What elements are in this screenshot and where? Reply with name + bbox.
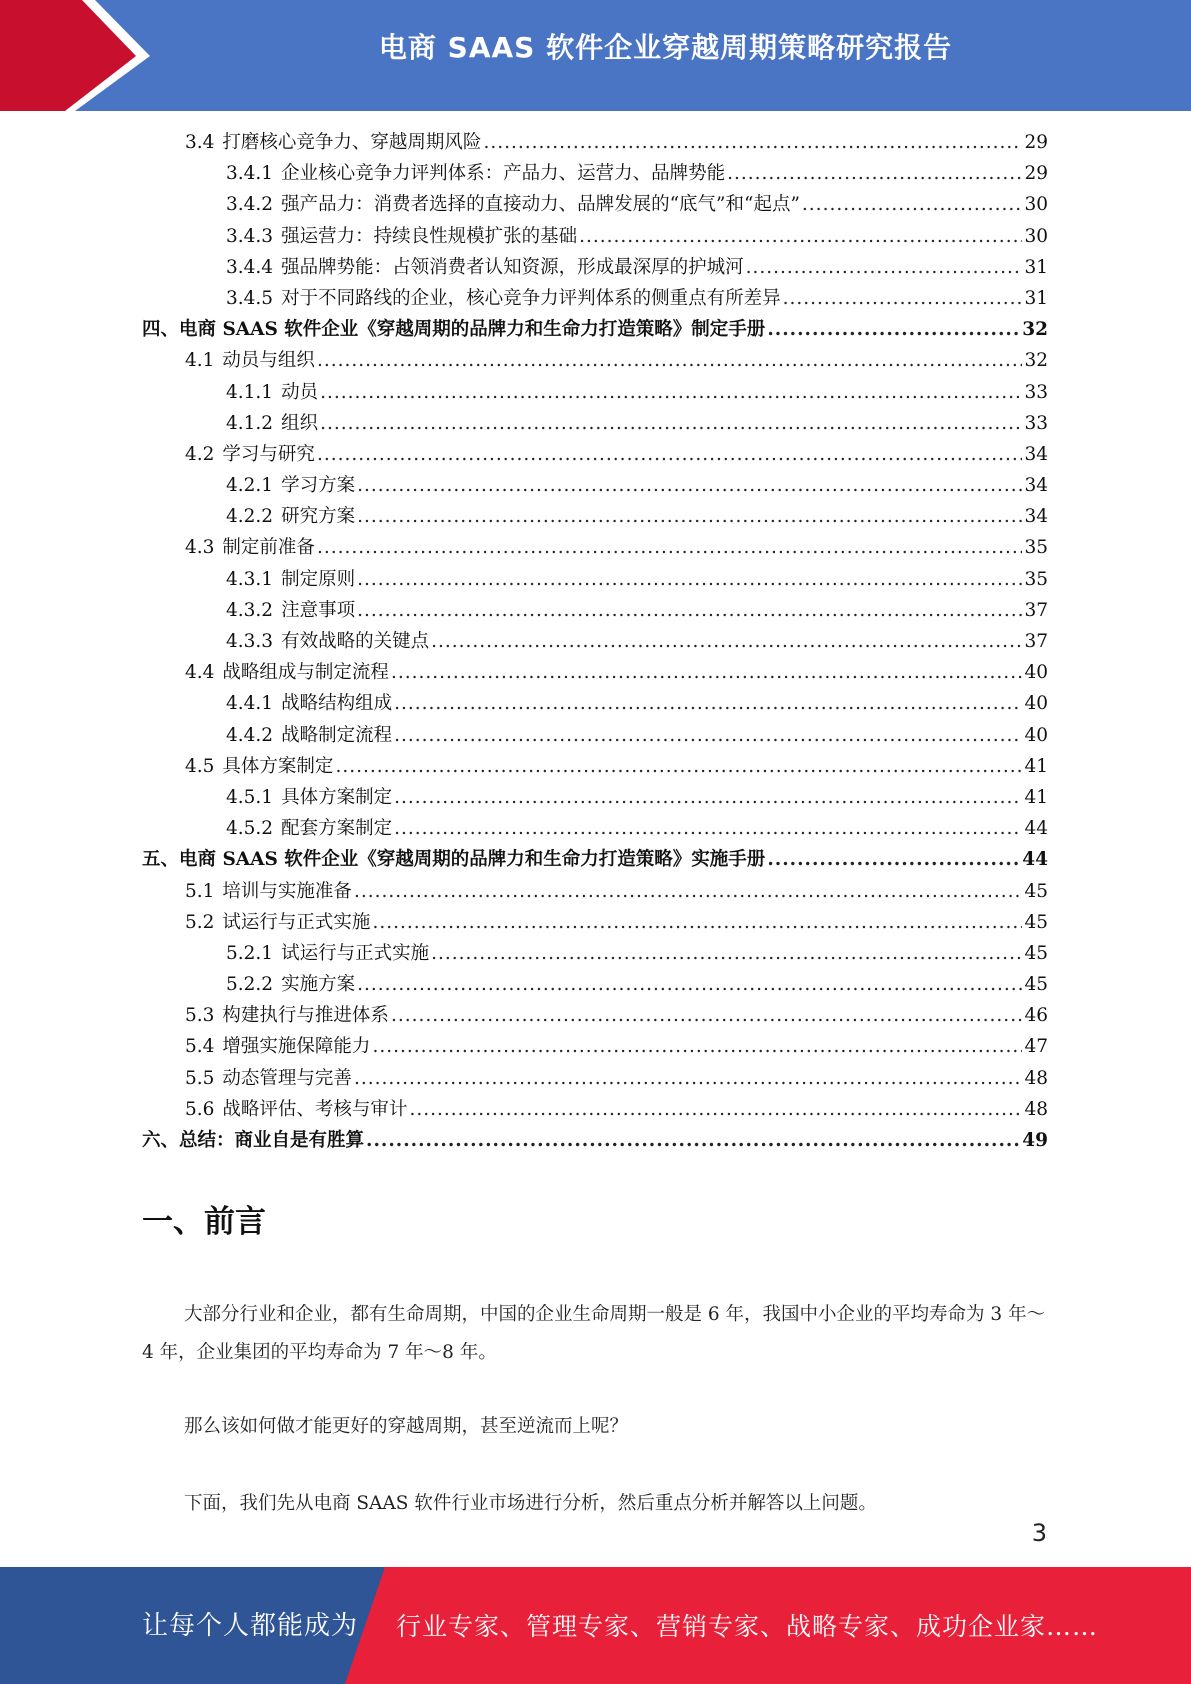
toc-entry[interactable] xyxy=(142,252,1048,283)
toc-entry-title: 战略评估、考核与审计 xyxy=(222,1098,408,1120)
toc-entry[interactable] xyxy=(142,501,1048,532)
footer-slogan-left: 让每个人都能成为 xyxy=(142,1611,359,1641)
toc-dot-leader xyxy=(357,595,1022,626)
toc-entry-title: 对于不同路线的企业，核心竞争力评判体系的侧重点有所差异 xyxy=(281,287,781,309)
footer-slogan-right: 行业专家、管理专家、营销专家、战略专家、成功企业家…… xyxy=(396,1612,1099,1641)
toc-entry-page: 31 xyxy=(1024,256,1048,278)
toc-entry-number: 5.3 xyxy=(185,1005,215,1027)
toc-entry-page: 32 xyxy=(1024,350,1048,372)
toc-entry[interactable] xyxy=(142,158,1048,189)
toc-entry-number: 4.3.3 xyxy=(226,631,274,652)
toc-dot-leader xyxy=(317,532,1023,563)
toc-entry-number: 5.1 xyxy=(185,880,215,902)
toc-entry-number: 5.2.1 xyxy=(226,942,274,964)
toc-entry-number: 3.4.1 xyxy=(226,163,274,185)
toc-entry[interactable] xyxy=(142,876,1048,907)
table-of-contents xyxy=(142,127,1048,1156)
toc-entry-title: 动员与组织 xyxy=(222,350,315,372)
toc-dot-leader xyxy=(746,252,1023,283)
toc-dot-leader xyxy=(366,1125,1020,1156)
toc-entry[interactable] xyxy=(142,720,1048,751)
toc-entry[interactable] xyxy=(142,907,1048,938)
toc-entry[interactable] xyxy=(142,345,1048,376)
toc-dot-leader xyxy=(391,657,1023,688)
toc-entry-page: 41 xyxy=(1024,786,1048,808)
paragraph xyxy=(142,1408,1048,1446)
toc-entry-title: 注意事项 xyxy=(281,599,356,621)
toc-entry-title: 学习方案 xyxy=(281,475,356,497)
toc-entry-title: 动态管理与完善 xyxy=(222,1067,352,1089)
toc-entry[interactable] xyxy=(142,314,1048,345)
toc-entry-number: 3.4.4 xyxy=(226,256,274,278)
toc-entry-title: 组织 xyxy=(281,412,319,434)
toc-dot-leader xyxy=(483,127,1022,158)
toc-entry[interactable] xyxy=(142,221,1048,252)
paragraph-text: 那么该如何做才能更好的穿越周期，甚至逆流而上呢？ xyxy=(184,1416,629,1437)
toc-entry[interactable] xyxy=(142,751,1048,782)
toc-entry-page: 31 xyxy=(1024,287,1048,309)
toc-entry-number: 4.5.1 xyxy=(226,786,274,808)
toc-entry-title: 制定前准备 xyxy=(222,537,315,559)
toc-entry-number: 4.2.1 xyxy=(226,475,274,497)
toc-entry-title: 制定原则 xyxy=(281,568,356,590)
toc-entry-number: 3.4 xyxy=(185,132,215,153)
paragraph-text: 大部分行业和企业，都有生命周期，中国的企业生命周期一般是 6 年，我国中小企业的平均寿命为 3 年～4 年，企业集团的平均寿命为 7 年～8 年。 xyxy=(142,1304,1046,1363)
toc-entry-number: 5.5 xyxy=(185,1067,215,1089)
toc-entry-page: 33 xyxy=(1024,412,1048,434)
toc-entry-number: 5.4 xyxy=(185,1036,215,1058)
toc-entry[interactable] xyxy=(142,1031,1048,1062)
toc-entry-title: 配套方案制定 xyxy=(281,818,393,840)
toc-dot-leader xyxy=(431,938,1022,969)
page-header xyxy=(0,0,1191,111)
toc-entry-number: 4.4.1 xyxy=(226,693,274,715)
toc-dot-leader xyxy=(579,221,1022,252)
toc-entry-page: 40 xyxy=(1024,693,1048,715)
toc-entry-page: 40 xyxy=(1024,724,1048,746)
toc-entry[interactable] xyxy=(142,688,1048,719)
toc-entry[interactable] xyxy=(142,657,1048,688)
toc-entry-title: 企业核心竞争力评判体系：产品力、运营力、品牌势能 xyxy=(281,163,726,185)
paragraph xyxy=(142,1485,1048,1523)
toc-entry-page: 48 xyxy=(1024,1098,1048,1120)
toc-dot-leader xyxy=(357,564,1022,595)
toc-dot-leader xyxy=(335,751,1022,782)
toc-entry-title: 学习与研究 xyxy=(222,443,315,465)
header-arrow-shape xyxy=(0,0,136,111)
page-number: 3 xyxy=(1031,1519,1047,1547)
toc-dot-leader xyxy=(320,377,1022,408)
toc-entry-title: 构建执行与推进体系 xyxy=(222,1005,389,1027)
toc-entry-page: 35 xyxy=(1024,568,1048,590)
toc-entry-title: 培训与实施准备 xyxy=(222,880,352,902)
toc-entry-number: 3.4.2 xyxy=(226,194,274,216)
toc-entry-page: 34 xyxy=(1024,443,1048,465)
paragraph xyxy=(142,1296,1048,1372)
toc-entry[interactable] xyxy=(142,595,1048,626)
toc-entry-title: 四、电商 SAAS 软件企业《穿越周期的品牌力和生命力打造策略》制定手册 xyxy=(142,319,766,341)
toc-entry-title: 战略制定流程 xyxy=(281,724,393,746)
toc-entry-title: 战略组成与制定流程 xyxy=(222,662,389,684)
toc-dot-leader xyxy=(394,688,1022,719)
toc-entry-number: 4.1 xyxy=(185,350,215,372)
toc-entry[interactable] xyxy=(142,1063,1048,1094)
toc-entry[interactable] xyxy=(142,626,1048,657)
toc-entry-page: 48 xyxy=(1024,1067,1048,1089)
toc-entry[interactable] xyxy=(142,127,1048,158)
toc-entry-page: 45 xyxy=(1024,911,1048,933)
toc-entry-page: 34 xyxy=(1024,506,1048,528)
toc-entry-page: 30 xyxy=(1024,194,1048,216)
toc-dot-leader xyxy=(317,439,1023,470)
toc-entry-number: 4.3.2 xyxy=(226,599,274,621)
toc-entry[interactable] xyxy=(142,1000,1048,1031)
toc-entry[interactable] xyxy=(142,564,1048,595)
toc-entry-title: 打磨核心竞争力、穿越周期风险 xyxy=(222,132,482,153)
toc-entry-page: 35 xyxy=(1024,537,1048,559)
toc-entry-page: 29 xyxy=(1024,163,1048,185)
toc-entry-number: 3.4.3 xyxy=(226,225,274,247)
toc-entry[interactable] xyxy=(142,844,1048,875)
toc-dot-leader xyxy=(394,782,1022,813)
toc-entry-title: 具体方案制定 xyxy=(222,755,334,777)
toc-entry[interactable] xyxy=(142,813,1048,844)
toc-entry[interactable] xyxy=(142,377,1048,408)
toc-dot-leader xyxy=(802,189,1023,220)
toc-dot-leader xyxy=(357,501,1022,532)
toc-entry-page: 33 xyxy=(1024,381,1048,403)
toc-entry-page: 37 xyxy=(1024,631,1048,652)
toc-dot-leader xyxy=(317,345,1023,376)
toc-entry[interactable] xyxy=(142,1125,1048,1156)
toc-dot-leader xyxy=(767,844,1020,875)
toc-entry-page: 34 xyxy=(1024,475,1048,497)
toc-entry-page: 49 xyxy=(1022,1130,1048,1151)
toc-entry[interactable] xyxy=(142,938,1048,969)
toc-entry-page: 30 xyxy=(1024,225,1048,247)
toc-dot-leader xyxy=(372,1031,1022,1062)
toc-entry-title: 增强实施保障能力 xyxy=(222,1036,371,1058)
toc-entry-page: 46 xyxy=(1024,1005,1048,1027)
toc-entry-page: 44 xyxy=(1022,849,1048,871)
toc-dot-leader xyxy=(783,283,1023,314)
toc-entry-page: 44 xyxy=(1024,818,1048,840)
toc-dot-leader xyxy=(357,969,1022,1000)
toc-entry-title: 研究方案 xyxy=(281,506,356,528)
toc-entry-title: 实施方案 xyxy=(281,974,356,996)
toc-entry-title: 试运行与正式实施 xyxy=(222,911,371,933)
toc-entry-number: 4.1.1 xyxy=(226,381,274,403)
toc-entry-page: 29 xyxy=(1024,132,1048,153)
toc-entry-page: 45 xyxy=(1024,942,1048,964)
toc-entry-number: 4.4 xyxy=(185,662,215,684)
toc-entry-number: 3.4.5 xyxy=(226,287,274,309)
toc-entry-title: 具体方案制定 xyxy=(281,786,393,808)
toc-dot-leader xyxy=(372,907,1022,938)
toc-entry-number: 5.6 xyxy=(185,1098,215,1120)
toc-entry-title: 试运行与正式实施 xyxy=(281,942,430,964)
toc-dot-leader xyxy=(354,1063,1023,1094)
toc-entry-title: 强品牌势能：占领消费者认知资源，形成最深厚的护城河 xyxy=(281,256,744,278)
toc-entry-number: 4.2 xyxy=(185,443,215,465)
toc-entry-page: 47 xyxy=(1024,1036,1048,1058)
toc-entry-title: 强产品力：消费者选择的直接动力、品牌发展的“底气”和“起点” xyxy=(281,194,800,216)
toc-entry-title: 强运营力：持续良性规模扩张的基础 xyxy=(281,225,578,247)
toc-dot-leader xyxy=(767,314,1020,345)
toc-dot-leader xyxy=(394,813,1022,844)
page-footer xyxy=(0,1567,1191,1684)
toc-dot-leader xyxy=(357,470,1022,501)
toc-entry-page: 45 xyxy=(1024,880,1048,902)
toc-entry[interactable] xyxy=(142,532,1048,563)
toc-dot-leader xyxy=(354,876,1023,907)
toc-entry[interactable] xyxy=(142,439,1048,470)
toc-dot-leader xyxy=(409,1094,1022,1125)
toc-entry-title: 五、电商 SAAS 软件企业《穿越周期的品牌力和生命力打造策略》实施手册 xyxy=(142,849,766,871)
toc-entry-number: 4.4.2 xyxy=(226,724,274,746)
toc-dot-leader xyxy=(727,158,1022,189)
toc-dot-leader xyxy=(320,408,1022,439)
toc-entry-number: 4.3.1 xyxy=(226,568,274,590)
toc-entry[interactable] xyxy=(142,969,1048,1000)
toc-entry-page: 37 xyxy=(1024,599,1048,621)
toc-entry-number: 4.2.2 xyxy=(226,506,274,528)
toc-dot-leader xyxy=(394,720,1022,751)
toc-entry-number: 5.2.2 xyxy=(226,974,274,996)
toc-entry[interactable] xyxy=(142,283,1048,314)
toc-entry-number: 4.5.2 xyxy=(226,818,274,840)
toc-entry-title: 有效战略的关键点 xyxy=(281,631,430,652)
paragraph-text: 下面，我们先从电商 SAAS 软件行业市场进行分析，然后重点分析并解答以上问题。 xyxy=(184,1493,877,1514)
toc-dot-leader xyxy=(391,1000,1023,1031)
toc-entry-page: 41 xyxy=(1024,755,1048,777)
toc-entry-page: 45 xyxy=(1024,974,1048,996)
toc-entry[interactable] xyxy=(142,408,1048,439)
toc-entry-number: 5.2 xyxy=(185,911,215,933)
header-title: 电商 SAAS 软件企业穿越周期策略研究报告 xyxy=(378,31,953,64)
toc-entry[interactable] xyxy=(142,189,1048,220)
toc-entry[interactable] xyxy=(142,1094,1048,1125)
toc-entry-title: 动员 xyxy=(281,381,319,403)
toc-entry-page: 32 xyxy=(1022,319,1048,341)
toc-entry-page: 40 xyxy=(1024,662,1048,684)
toc-entry-number: 4.3 xyxy=(185,537,215,559)
section-title: 一、前言 xyxy=(142,1204,266,1240)
toc-dot-leader xyxy=(431,626,1022,657)
toc-entry[interactable] xyxy=(142,470,1048,501)
toc-entry-number: 4.1.2 xyxy=(226,412,274,434)
toc-entry-number: 4.5 xyxy=(185,755,215,777)
toc-entry-title: 六、总结：商业自是有胜算 xyxy=(142,1130,365,1151)
toc-entry[interactable] xyxy=(142,782,1048,813)
toc-entry-title: 战略结构组成 xyxy=(281,693,393,715)
